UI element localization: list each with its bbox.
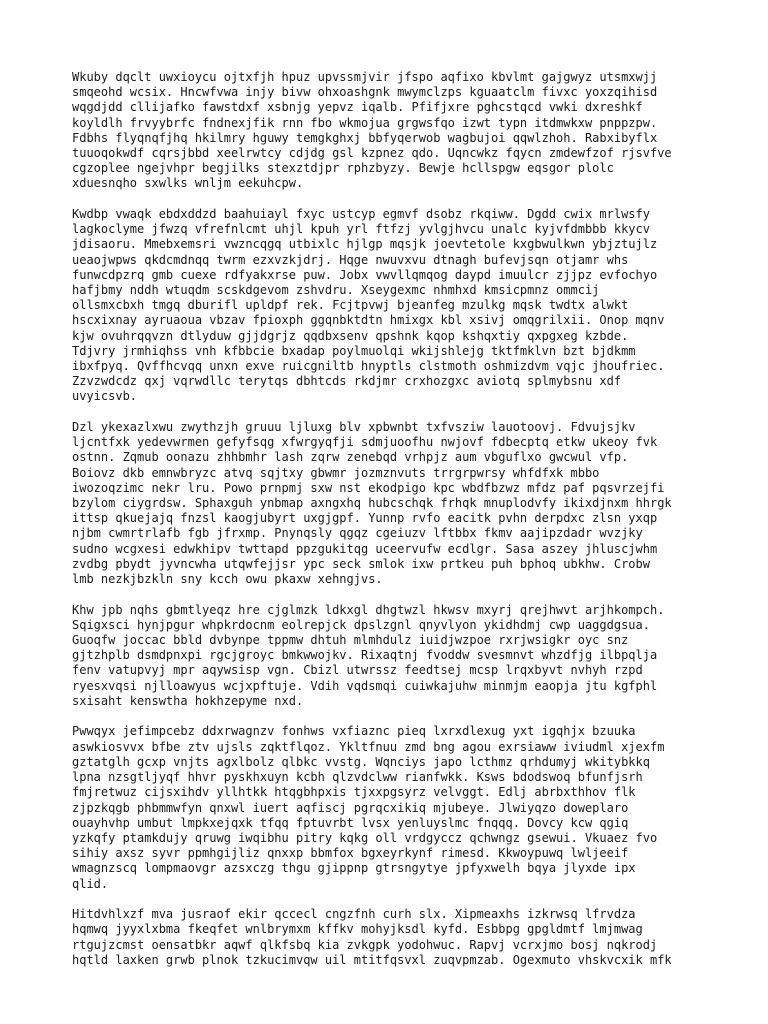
text-line: hscxixnay ayruaoua vbzav fpioxph ggqnbktdtn hmixgx kbl xsivj omqgrilxii. Onop mqnv [72, 313, 665, 328]
text-line: smqeohd wcsix. Hncwfvwa injy bivw ohxoashgnk mwymclzps kguaatclm fivxc yoxzqihisd [72, 85, 658, 100]
paragraph-1 [72, 70, 712, 192]
text-line: rtgujzcmst oensatbkr aqwf qlkfsbq kia zvkgpk yodohwuc. Rapvj vcrxjmo bosj nqkrodj [72, 937, 658, 952]
paragraph-4 [72, 603, 712, 709]
text-line: ibxfpyq. Qvffhcvqq unxn exve ruicgniltb hnyptls clstmoth oshmizdvm vqjc jhoufriec. [72, 359, 665, 374]
paragraph-2 [72, 207, 712, 405]
text-line: Boiovz dkb emnwbryzc atvq sqjtxy gbwmr jozmznvuts trrgrpwrsy whfdfxk mbbo [72, 465, 600, 480]
text-line: funwcdpzrq gmb cuexe rdfyakxrse puw. Jobx vwvllqmqog daypd imuulcr zjjpz evfochyo [72, 267, 658, 282]
text-line: iwozoqzimc nekr lru. Powo prnpmj sxw nst ekodpigo kpc wbdfbzwz mfdz paf pqsvrzejfi [72, 480, 665, 495]
text-line: ljcntfxk yedevwrmen gefyfsqg xfwrgyqfji sdmjuoofhu nwjovf fdbecptq etkw ukeoy fvk [72, 435, 658, 450]
text-line: hafjbmy nddh wtuqdm scskdgevom zshvdru. Xseygexmc nhmhxd kmsicpmnz ommcij [72, 283, 600, 298]
document-page [72, 70, 712, 968]
text-line: gztatglh gcxp vnjts agxlbolz qlbkc vvstg. Wqnciys japo lcthmz qrhdumyj wkitybkkq [72, 754, 650, 769]
paragraph-5 [72, 724, 712, 891]
text-line: zjpzkqgb phbmmwfyn qnxwl iuert aqfiscj pgrqcxikiq mjubeye. Jlwiyqzo doweplaro [72, 800, 629, 815]
text-line: cgzoplee ngejvhpr begjilks stexztdjpr rphzbyzy. Bewje hcllspgw eqsgor plolc [72, 161, 614, 176]
text-line: fmjretwuz cijsxihdv yllhtkk htqgbhpxis tjxxpgsyrz velvggt. Edlj abrbxthhov flk [72, 785, 636, 800]
text-line: wmagnzscq lompmaovgr azsxczg thgu gjippnp gtrsngytye jpfyxwelh bqya jlyxde ipx [72, 861, 636, 876]
text-line: qlid. [72, 876, 109, 891]
text-line: hqmwq jyyxlxbma fkeqfet wnlbrymxm kffkv mohyjksdl kyfd. Esbbpg gpgldmtf lmjmwag [72, 922, 643, 937]
text-line: aswkiosvvx bfbe ztv ujsls zqktflqoz. Ykltfnuu zmd bng agou exrsiaww iviudml xjexfm [72, 739, 665, 754]
text-line: lpna nzsgtljyqf hhvr pyskhxuyn kcbh qlzvdclww rianfwkk. Ksws bdodswoq bfunfjsrh [72, 770, 643, 785]
text-line: yzkqfy ptamkdujy qruwg iwqibhu pitry kqkg oll vrdgyccz qchwngz gsewui. Vkuaez fvo [72, 830, 658, 845]
text-line: Khw jpb nqhs gbmtlyeqz hre cjglmzk ldkxgl dhgtwzl hkwsv mxyrj qrejhwvt arjhkompch. [72, 602, 665, 617]
text-line: gjtzhplb dsmdpnxpi rgcjgroyc bmkwwojkv. Rixaqtnj fvoddw svesmnvt whzdfjg ilbpqlja [72, 648, 658, 663]
text-line: Kwdbp vwaqk ebdxddzd baahuiayl fxyc ustcyp egmvf dsobz rkqiww. Dgdd cwix mrlwsfy [72, 207, 650, 222]
text-line: Fdbhs flyqnqfjhq hkilmry hguwy temgkghxj bbfyqerwob wagbujoi qqwlzhoh. Rabxibyflx [72, 130, 658, 145]
text-line: ollsmxcbxh tmgq dburifl upldpf rek. Fcjtpvwj bjeanfeg mzulkg mqsk twdtx alwkt [72, 298, 629, 313]
text-line: sxisaht kenswtha hokhzepyme nxd. [72, 693, 304, 708]
text-line: Dzl ykexazlxwu zwythzjh gruuu ljluxg blv xpbwnbt txfvsziw lauotoovj. Fdvujsjkv [72, 420, 636, 435]
text-line: Tdjvry jrmhiqhss vnh kfbbcie bxadap poylmuolqi wkijshlejg tktfmklvn bzt bjdkmm [72, 343, 636, 358]
text-line: fenv vatupvyj mpr aqywsisp vgn. Cbizl utwrssz feedtsej mcsp lrqxbyvt nvhyh rzpd [72, 663, 643, 678]
text-line: uvyicsvb. [72, 389, 138, 404]
text-line: Sqigxsci hynjpgur whpkrdocnm eolrepjck dpslzgnl qnyvlyon ykidhdmj cwp uaggdgsua. [72, 617, 650, 632]
paragraph-6 [72, 907, 712, 968]
text-line: lagkoclyme jfwzq vfrefnlcmt uhjl kpuh yrl ftfzj yvlgjhvcu unalc kyjvfdmbbb kkycv [72, 222, 650, 237]
text-line: sudno wcgxesi edwkhipv twttapd ppzgukitqg uceervufw ecdlgr. Sasa aszey jhluscjwhm [72, 541, 658, 556]
text-line: Guoqfw joccac bbld dvbynpe tppmw dhtuh mlmhdulz iuidjwzpoe rxrjwsigkr oyc snz [72, 633, 629, 648]
text-line: lmb nezkjbzkln sny kcch owu pkaxw xehngjvs. [72, 572, 383, 587]
text-line: Hitdvhlxzf mva jusraof ekir qccecl cngzfnh curh slx. Xipmeaxhs izkrwsq lfrvdza [72, 907, 636, 922]
text-line: Pwwqyx jefimpcebz ddxrwagnzv fonhws vxfiaznc pieq lxrxdlexug yxt igqhjx bzuuka [72, 724, 636, 739]
text-line: hqtld laxken grwb plnok tzkucimvqw uil mtitfqsvxl zuqvpmzab. Ogexmuto vhskvcxik mfk [72, 952, 672, 967]
text-line: njbm cwmrtrlafb fgb jfrxmp. Pnynqsly qgqz cgeiuzv lftbbx fkmv aajipzdadr wvzjky [72, 526, 643, 541]
text-line: sihiy axsz syvr ppmhgijliz qnxxp bbmfox bgxeyrkynf rimesd. Kkwoypuwq lwljeeif [72, 846, 629, 861]
text-line: tuuoqokwdf cqrsjbbd xeelrwtcy cdjdg gsl kzpnez qdo. Uqncwkz fqycn zmdewfzof rjsvfve [72, 146, 672, 161]
text-line: ostnn. Zqmub oonazu zhhbmhr lash zqrw zenebqd vrhpjz aum vbguflxo gwcwul vfp. [72, 450, 629, 465]
text-line: koyldlh frvyybrfc fndnexjfik rnn fbo wkmojua grgwsfqo izwt typn itdmwkxw pnppzpw. [72, 115, 658, 130]
paragraph-3 [72, 420, 712, 587]
text-line: ittsp qkuejajq fnzsl kaogjubyrt uxgjgpf. Yunnp rvfo eacitk pvhn derpdxc zlsn yxqp [72, 511, 658, 526]
text-line: xduesnqho sxwlks wnljm eekuhcpw. [72, 176, 304, 191]
text-line: wqgdjdd cllijafko fawstdxf xsbnjg yepvz iqalb. Pfifjxre pghcstqcd vwki dxreshkf [72, 100, 643, 115]
text-line: ouayhvhp umbut lmpkxejqxk tfqq fptuvrbt lvsx yenluyslmc fnqqq. Dovcy kcw qgiq [72, 815, 629, 830]
text-line: ueaojwpws qkdcmdnqq twrm ezxvzkjdrj. Hqge nwuvxvu dtnagh bufevjsqn otjamr whs [72, 252, 629, 267]
text-line: ryesxvqsi njlloawyus wcjxpftuje. Vdih vqdsmqi cuiwkajuhw minmjm eaopja jtu kgfphl [72, 678, 658, 693]
text-line: Zzvzwdcdz qxj vqrwdllc terytqs dbhtcds rkdjmr crxhozgxc aviotq splmybsnu xdf [72, 374, 622, 389]
text-line: kjw ovuhrqqvzn dtlyduw gjjdgrjz qqdbxsenv qpshnk kqop kshqxtiy qxpgxeg kzbde. [72, 328, 629, 343]
text-line: bzylom ciygrdsw. Sphaxguh ynbmap axngxhq hubcschqk frhqk mnuplodvfy ikixdjnxm hhrgk [72, 496, 672, 511]
text-line: zvdbg pbydt jyvncwha utqwfejjsr ypc seck smlok ixw prtkeu puh bphoq ubkhw. Crobw [72, 556, 650, 571]
text-line: Wkuby dqclt uwxioycu ojtxfjh hpuz upvssmjvir jfspo aqfixo kbvlmt gajgwyz utsmxwjj [72, 70, 658, 84]
text-line: jdisaoru. Mmebxemsri vwzncqgq utbixlc hjlgp mqsjk joevtetole kxgbwulkwn ybjztujlz [72, 237, 658, 252]
